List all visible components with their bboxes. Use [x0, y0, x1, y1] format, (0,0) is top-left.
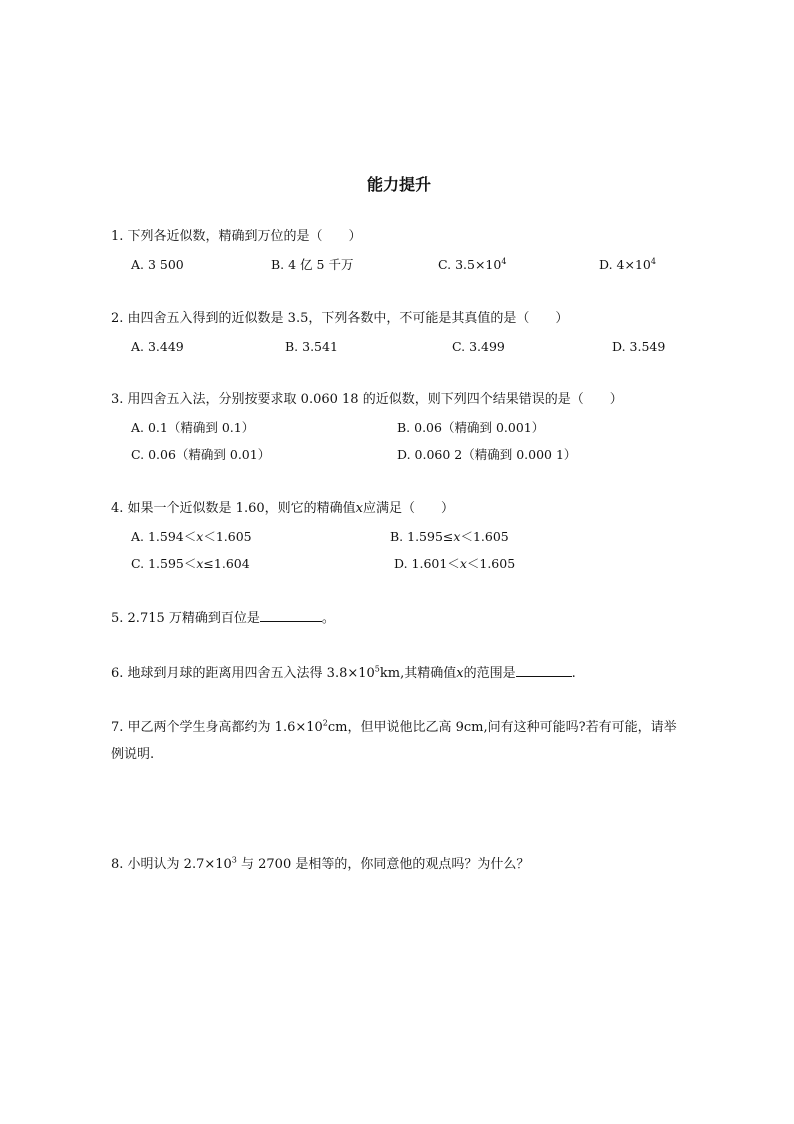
question-4-option-a: A. 1.594＜x＜1.605: [131, 529, 252, 544]
question-2-option-c: C. 3.499: [452, 339, 505, 354]
question-8: 8. 小明认为 $2.7\times 10^3$ 与 2700 是相等的，你同意他的观点吗？为什么？: [111, 855, 530, 872]
question-1-option-b: B. 4 亿 5 千万: [271, 257, 354, 272]
question-6: 6. 地球到月球的距离用四舍五入法得 $3.8\times 10^5km$,其精确值x的范围是 .: [111, 664, 576, 681]
question-3-option-b: B. 0.06（精确到 0.001）: [397, 420, 545, 435]
question-4-option-d: D. 1.601＜x＜1.605: [394, 556, 516, 571]
question-2-option-b: B. 3.541: [285, 339, 338, 354]
question-7-line-2: 例说明.: [111, 747, 155, 762]
question-3-option-a: A. 0.1（精确到 0.1）: [131, 420, 255, 435]
question-4-option-b: B. 1.595≤x＜1.605: [390, 529, 509, 544]
question-5: 5. 2.715 万精确到百位是 。: [111, 611, 335, 626]
question-2-option-a: A. 3.449: [131, 339, 184, 354]
question-4-stem: 4. 如果一个近似数是 1.60，则它的精确值x应满足（ ）: [111, 501, 454, 516]
question-3-option-c: C. 0.06（精确到 0.01）: [131, 447, 271, 462]
question-3-stem: 3. 用四舍五入法，分别按要求取 0.060 18 的近似数，则下列四个结果错误的是（ ）: [111, 392, 623, 407]
question-7-line-1: 7. 甲乙两个学生身高都约为 $1.6\times 10^2cm$，但甲说他比乙高 9cm,问有这种可能吗?若有可能，请举: [111, 718, 677, 735]
question-2-stem: 2. 由四舍五入得到的近似数是 3.5，下列各数中，不可能是其真值的是（ ）: [111, 311, 569, 326]
page-title: 能力提升: [367, 175, 432, 194]
answer-blank-6[interactable]: [516, 664, 572, 677]
question-2-option-d: D. 3.549: [612, 339, 666, 354]
question-4-option-c: C. 1.595＜x≤1.604: [131, 556, 250, 571]
question-1-option-c: C. $3.5\times 10^4$: [438, 256, 507, 272]
question-3-option-d: D. 0.060 2（精确到 0.000 1）: [397, 447, 577, 462]
answer-blank-5[interactable]: [260, 609, 322, 622]
question-1-option-d: D. $4\times 10^4$: [599, 256, 656, 272]
question-1-stem: 1. 下列各近似数，精确到万位的是（ ）: [111, 229, 362, 244]
question-1-option-a: A. 3 500: [131, 257, 184, 272]
